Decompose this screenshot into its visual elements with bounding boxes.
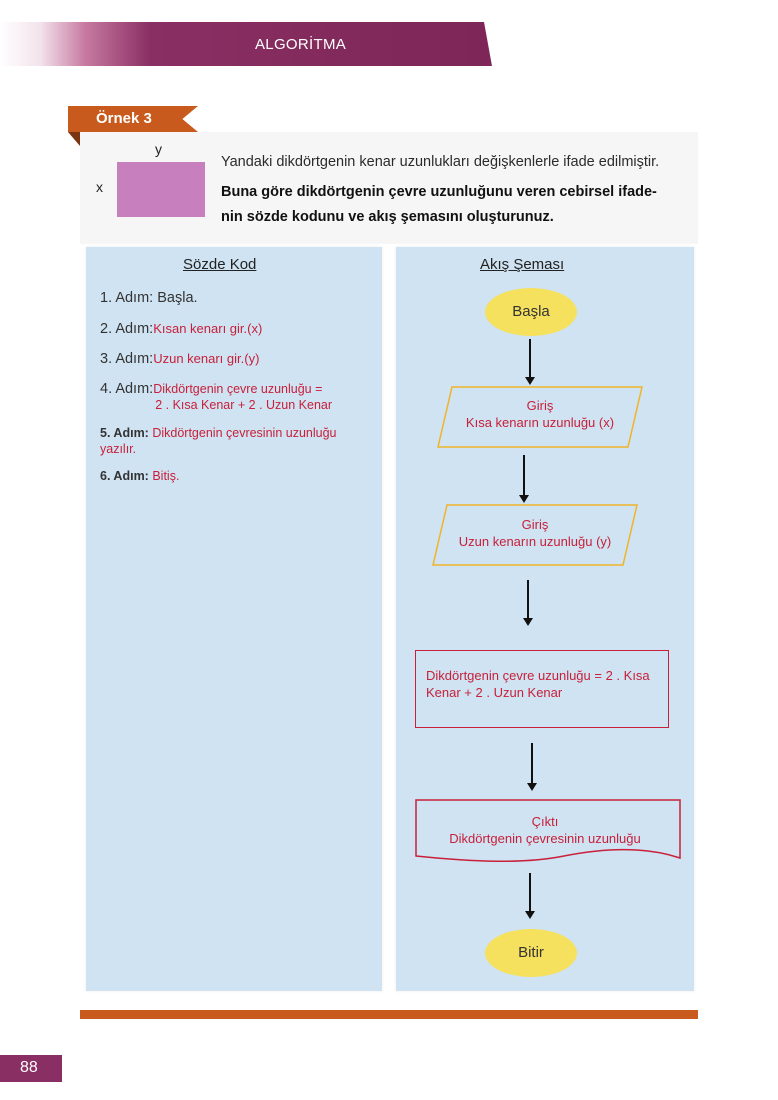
pseudocode-step-5: [100, 425, 336, 457]
problem-question: [221, 180, 691, 230]
step-number: 1. Adım:: [100, 290, 154, 306]
pseudocode-step-4: [100, 381, 332, 413]
problem-statement: Yandaki dikdörtgenin kenar uzunlukları değişkenlerle ifade edilmiştir.: [221, 154, 660, 170]
step-text-line2: 2 . Kısa Kenar + 2 . Uzun Kenar: [155, 398, 333, 412]
example-tag-fold: [68, 132, 80, 146]
step-text: [153, 381, 332, 413]
flow-arrow-3: [527, 580, 529, 620]
flow-arrow-1: [529, 339, 531, 379]
flow-arrow-4: [531, 743, 533, 785]
step-text-line1: Dikdörtgenin çevresinin uzunluğu: [152, 426, 337, 440]
step-number: 6. Adım:: [100, 469, 149, 483]
pseudocode-step-2: [100, 321, 262, 337]
flowchart-panel: [396, 247, 694, 991]
pseudocode-title: Sözde Kod: [183, 256, 257, 273]
input-1-text: [444, 397, 636, 431]
flow-arrow-5: [529, 873, 531, 913]
flow-arrow-2: [523, 455, 525, 497]
step-text: Uzun kenarı gir.(y): [153, 351, 260, 366]
page-number: 88: [20, 1059, 38, 1076]
input-2-text: [439, 516, 631, 550]
input-2-body: Uzun kenarın uzunluğu (y): [458, 534, 612, 549]
chapter-header-band: [0, 22, 492, 66]
input-1-body: Kısa kenarın uzunluğu (x): [465, 415, 615, 430]
flowchart-end-terminal: Bitir: [485, 929, 577, 977]
flowchart-start-terminal: Başla: [485, 288, 577, 336]
problem-text: [221, 150, 691, 230]
step-text: Bitiş.: [152, 469, 180, 483]
step-text-line2: yazılır.: [100, 442, 137, 456]
input-1-title: Giriş: [526, 398, 554, 413]
chapter-title: ALGORİTMA: [255, 36, 347, 53]
input-2-title: Giriş: [521, 517, 549, 532]
pseudocode-step-3: [100, 351, 259, 367]
step-number: 3. Adım:: [100, 351, 154, 367]
rectangle-height-label: x: [96, 179, 103, 195]
bottom-rule: [80, 1010, 698, 1019]
step-number: 4. Adım:: [100, 381, 154, 397]
step-number: 2. Adım:: [100, 321, 154, 337]
pseudocode-step-6: [100, 469, 179, 483]
problem-question-line2: nin sözde kodunu ve akış şemasını oluşturunuz.: [221, 209, 554, 225]
flowchart-title: Akış Şeması: [480, 256, 565, 273]
example-label: Örnek 3: [96, 110, 152, 127]
step-number: 5. Adım:: [100, 426, 149, 440]
process-text: Dikdörtgenin çevre uzunluğu = 2 . Kısa Kenar + 2 . Uzun Kenar: [426, 668, 650, 700]
step-text: Kısan kenarı gir.(x): [153, 321, 263, 336]
rectangle-figure: [117, 162, 205, 217]
output-text: [420, 813, 670, 847]
step-text-line1: Dikdörtgenin çevre uzunluğu =: [153, 382, 323, 396]
output-title: Çıktı: [531, 814, 559, 829]
step-text: Başla.: [157, 290, 198, 306]
output-body: Dikdörtgenin çevresinin uzunluğu: [449, 831, 641, 846]
problem-question-line1: Buna göre dikdörtgenin çevre uzunluğunu veren cebirsel ifade-: [221, 184, 657, 200]
pseudocode-step-1: [100, 290, 198, 306]
rectangle-width-label: y: [155, 141, 162, 157]
